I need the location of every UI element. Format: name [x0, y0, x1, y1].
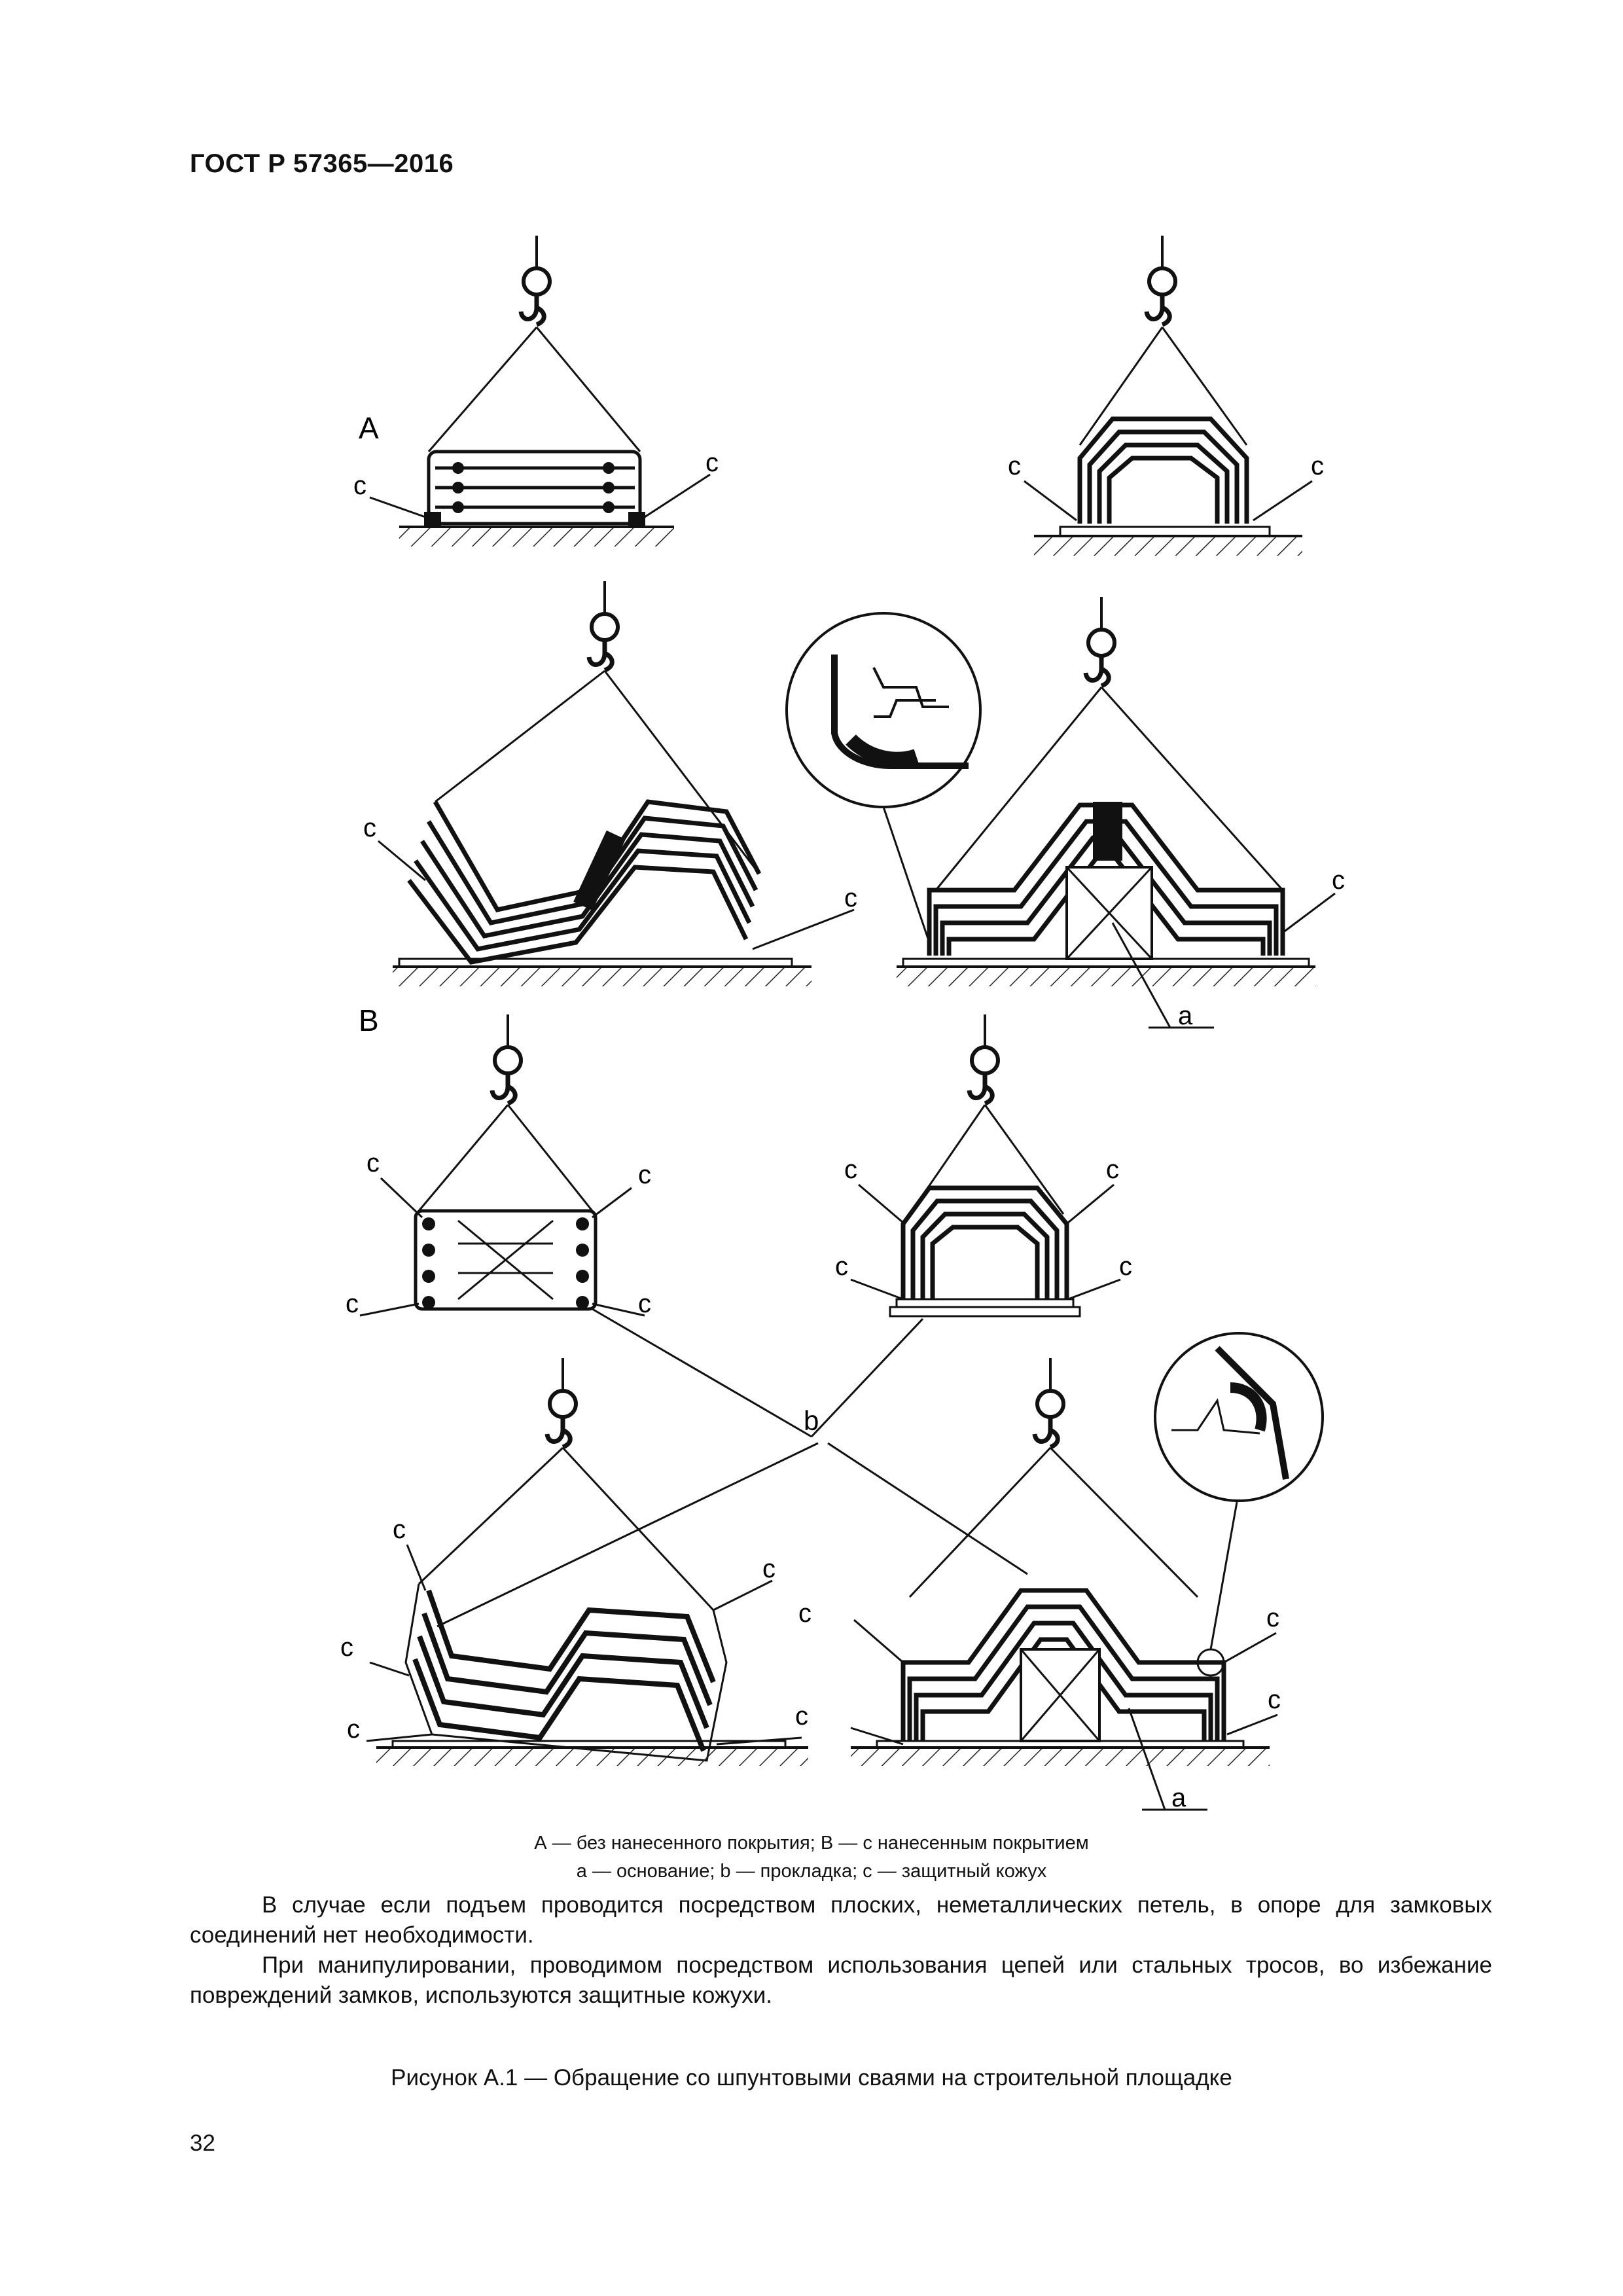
scene-a2: [1008, 236, 1324, 556]
scene-a4: [787, 597, 1345, 1030]
label-c: c: [1332, 866, 1345, 895]
scene-b3: [340, 1358, 808, 1766]
label-c: c: [762, 1554, 776, 1583]
label-c: c: [638, 1289, 651, 1318]
label-a: a: [1178, 1001, 1193, 1030]
body-paragraph-2: При манипулировании, проводимом посредством использования цепей или стальных тросов, во избежание повреждений замков, используются защитные кожухи.: [190, 1952, 1492, 2008]
scene-a1: [353, 236, 719, 547]
scene-b4: [795, 1333, 1323, 1812]
label-c: c: [366, 1149, 380, 1177]
scene-a3: [363, 581, 857, 986]
label-c: c: [835, 1252, 848, 1281]
section-label-a: A: [359, 411, 379, 445]
label-c: c: [705, 448, 719, 477]
figure-caption: Рисунок А.1 — Обращение со шпунтовыми сваями на строительной площадке: [391, 2065, 1232, 2090]
label-c: c: [1106, 1155, 1119, 1184]
section-label-b: B: [359, 1003, 379, 1037]
label-a: a: [1171, 1784, 1186, 1812]
label-c: c: [393, 1515, 406, 1544]
legend-line-1: А — без нанесенного покрытия; В — с нанесенным покрытием: [534, 1833, 1089, 1854]
label-c: c: [347, 1715, 360, 1744]
legend-line-2: а — основание; b — прокладка; с — защитный кожух: [576, 1861, 1047, 1882]
label-c: c: [1268, 1685, 1281, 1714]
label-c: c: [1311, 452, 1324, 480]
label-c: c: [1008, 452, 1021, 480]
label-c: c: [340, 1633, 353, 1662]
label-c: c: [363, 814, 376, 842]
scene-b2: [835, 1014, 1132, 1316]
label-c: c: [1119, 1252, 1132, 1281]
label-c: c: [844, 884, 857, 912]
detail-circle-b: [1155, 1333, 1323, 1501]
label-c: c: [795, 1702, 808, 1731]
body-paragraph-1: В случае если подъем проводится посредством плоских, неметаллических петель, в опоре для замковых соединений нет необходимости.: [190, 1892, 1492, 1948]
label-c: c: [638, 1160, 651, 1189]
label-b-leaders: [437, 1309, 1027, 1626]
label-c: c: [798, 1599, 812, 1628]
document-header: ГОСТ Р 57365—2016: [190, 149, 454, 178]
label-c: c: [346, 1289, 359, 1318]
label-c: c: [1266, 1604, 1279, 1632]
label-c: c: [353, 471, 366, 500]
label-c: c: [844, 1155, 857, 1184]
detail-circle-a: [787, 613, 980, 807]
scene-b1: [346, 1014, 651, 1318]
page-number: 32: [190, 2130, 215, 2156]
label-b: b: [804, 1405, 819, 1436]
